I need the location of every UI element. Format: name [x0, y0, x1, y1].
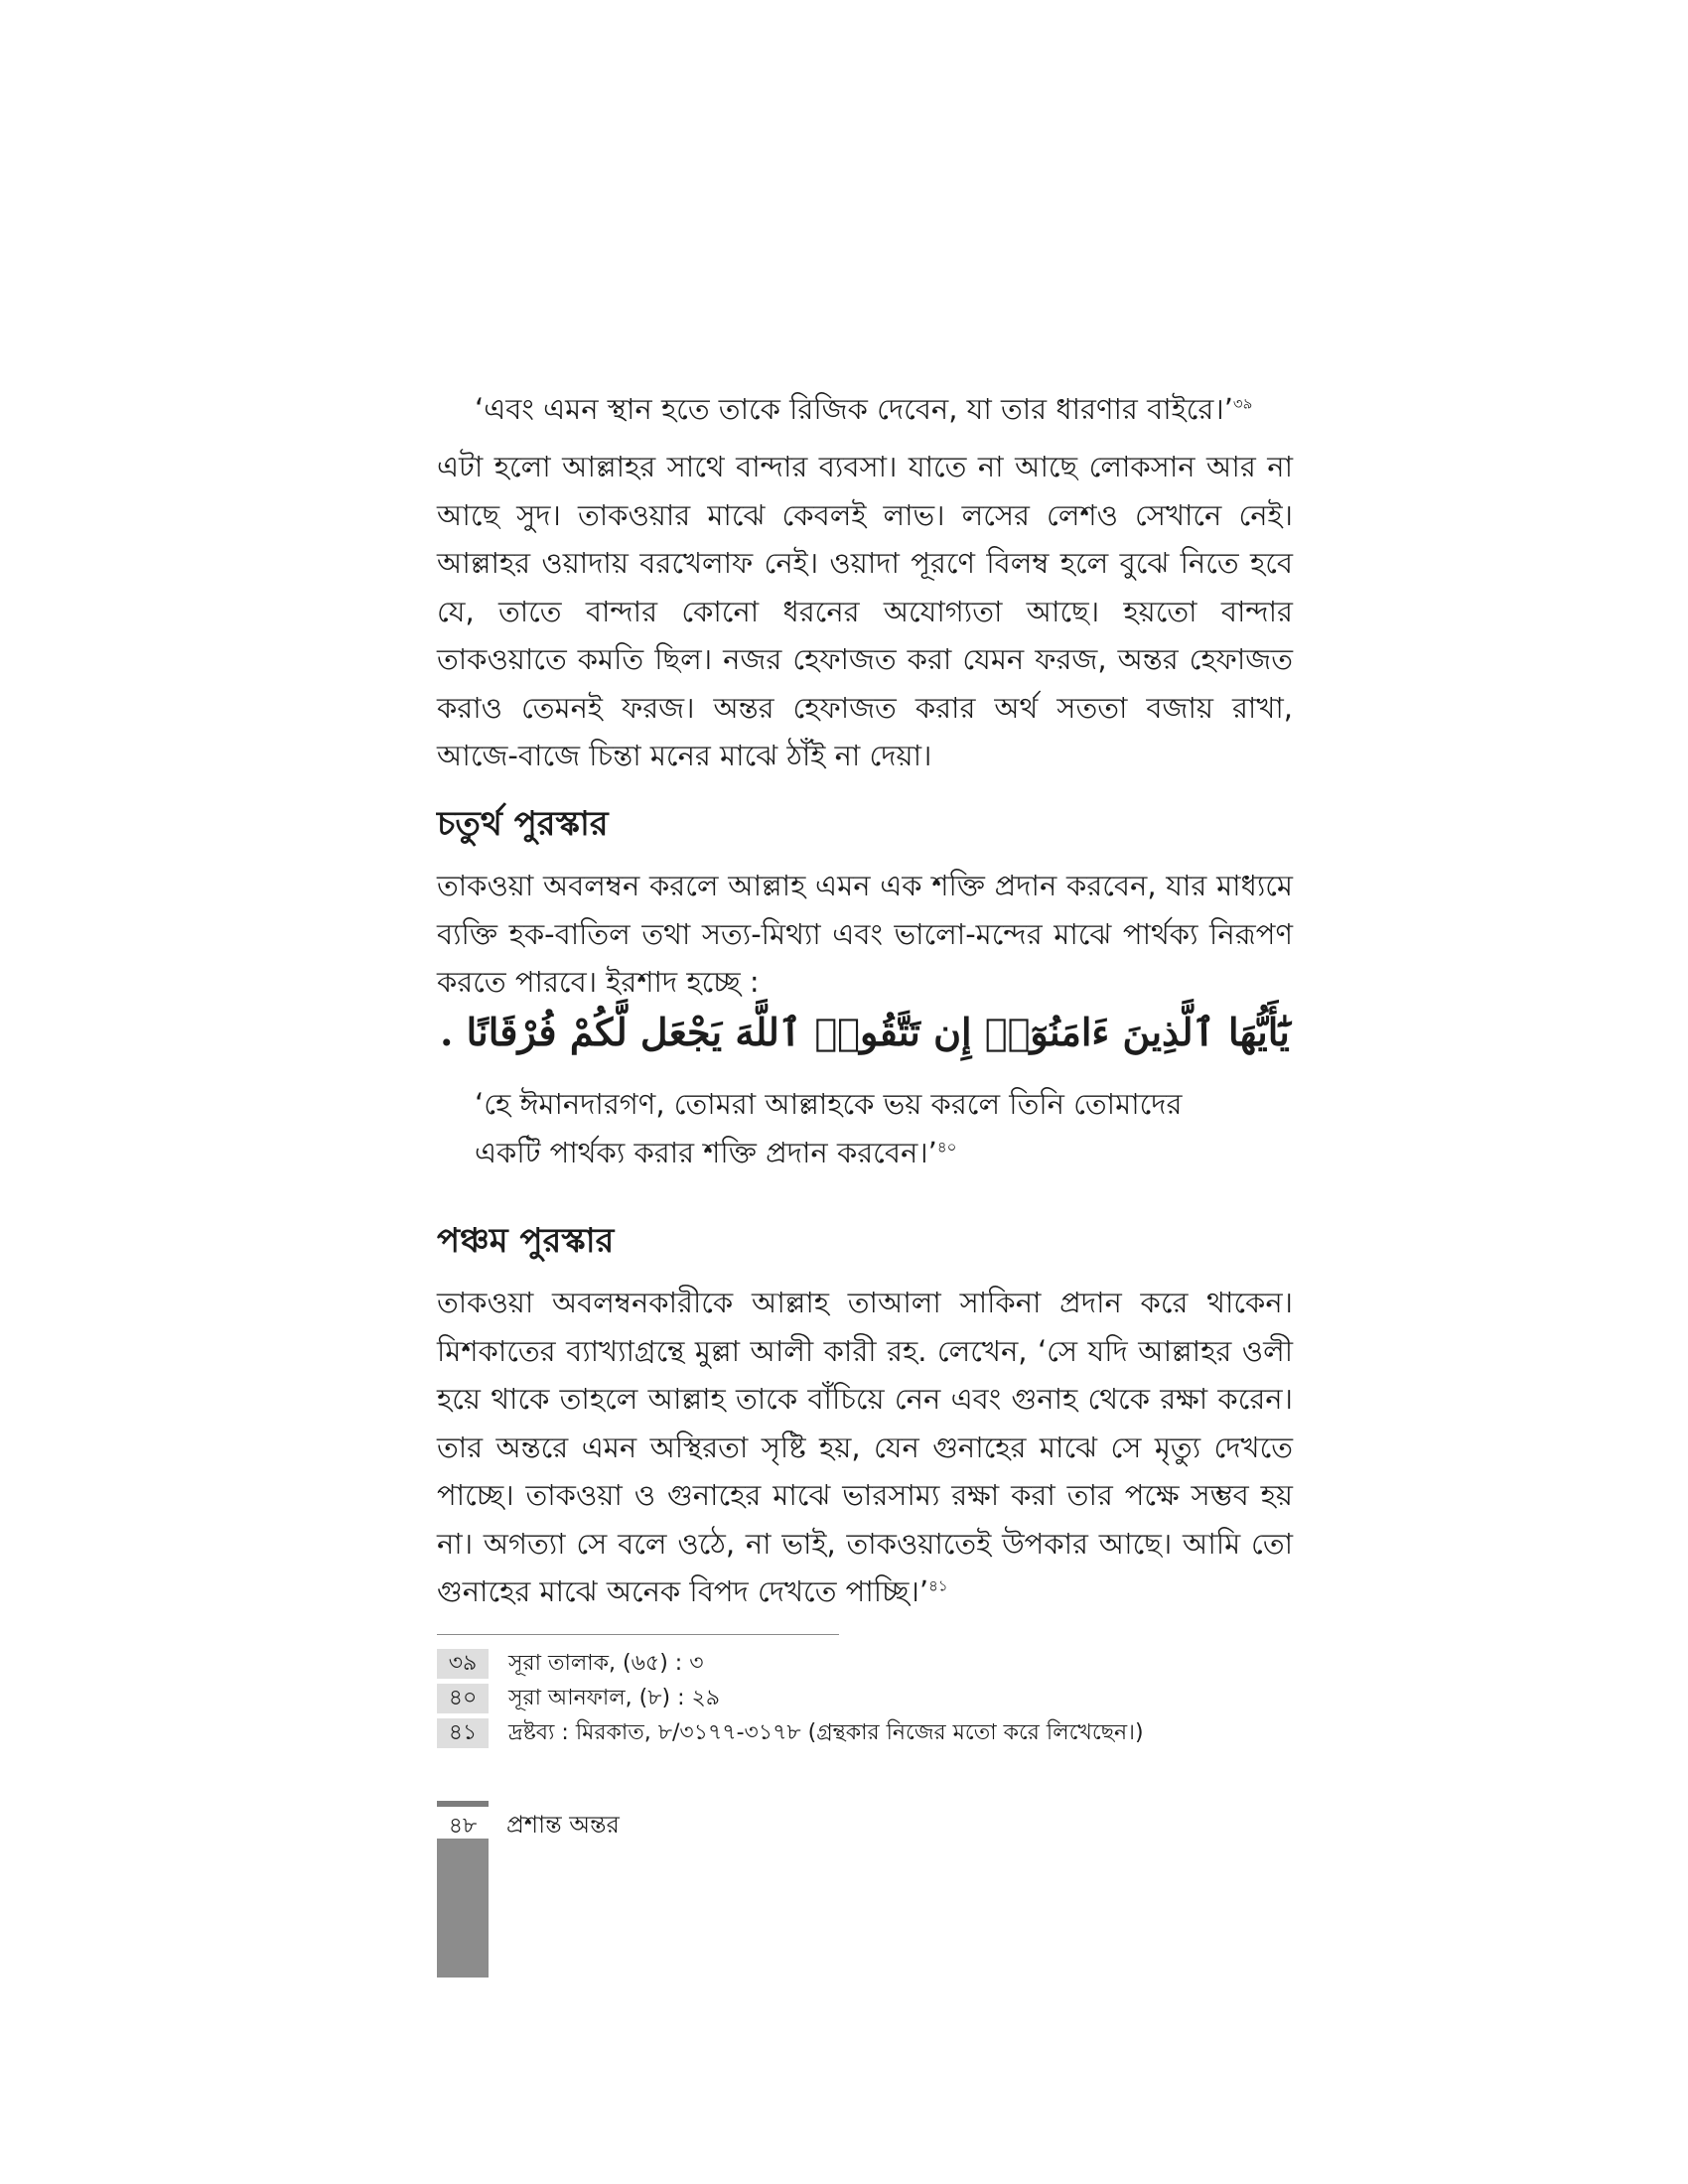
heading-fourth-reward: চতুর্থ পুরস্কার: [437, 804, 609, 844]
paragraph-3: [437, 1279, 1293, 1616]
running-title: প্রশান্ত অন্তর: [506, 1811, 620, 1839]
paragraph-3-ref: ৪১: [928, 1576, 948, 1595]
footer-accent: [437, 1801, 489, 1807]
footnote-text: সূরা তালাক, (৬৫) : ৩: [508, 1650, 704, 1676]
paragraph-1: এটা হলো আল্লাহর সাথে বান্দার ব্যবসা। যাতে না আছে লোকসান আর না আছে সুদ। তাকওয়ার মাঝে কেবলই লাভ। লসের লেশও সেখানে নেই। আল্লাহর ওয়াদায় বরখেলাফ নেই। ওয়াদা পূরণে বিলম্ব হলে বুঝে নিতে হবে যে, তাতে বান্দার কোনো ধরনের অযোগ্যতা আছে। হয়তো বান্দার তাকওয়াতে কমতি ছিল। নজর হেফাজত করা যেমন ফরজ, অন্তর হেফাজত করাও তেমনই ফরজ। অন্তর হেফাজত করার অর্থ সততা বজায় রাখা, আজে-বাজে চিন্তা মনের মাঝে ঠাঁই না দেয়া।: [437, 450, 1293, 772]
paragraph-2: তাকওয়া অবলম্বন করলে আল্লাহ এমন এক শক্তি প্রদান করবেন, যার মাধ্যমে ব্যক্তি হক-বাতিল তথা সত্য-মিথ্যা এবং ভালো-মন্দের মাঝে পার্থক্য নিরূপণ করতে পারবে। ইরশাদ হচ্ছে :: [437, 869, 1293, 999]
paragraph-3-text: তাকওয়া অবলম্বনকারীকে আল্লাহ তাআলা সাকিনা প্রদান করে থাকেন। মিশকাতের ব্যাখ্যাগ্রন্থে মুল্লা আলী কারী রহ. লেখেন, ‘সে যদি আল্লাহর ওলী হয়ে থাকে তাহলে আল্লাহ তাকে বাঁচিয়ে নেন এবং গুনাহ থেকে রক্ষা করেন। তার অন্তরে এমন অস্থিরতা সৃষ্টি হয়, যেন গুনাহের মাঝে সে মৃত্যু দেখতে পাচ্ছে। তাকওয়া ও গুনাহের মাঝে ভারসাম্য রক্ষা করা তার পক্ষে সম্ভব হয় না। অগত্যা সে বলে ওঠে, না ভাই, তাকওয়াতেই উপকার আছে। আমি তো গুনাহের মাঝে অনেক বিপদ দেখতে পাচ্ছি।’: [437, 1286, 1293, 1608]
quote-2-text: ‘হে ঈমানদারগণ, তোমরা আল্লাহকে ভয় করলে তিনি তোমাদের একটি পার্থক্য করার শক্তি প্রদান করবেন।’: [475, 1087, 1183, 1169]
footnote-number: ৪১: [437, 1718, 489, 1748]
footnote: [437, 1717, 1144, 1749]
footnote-number: ৪০: [437, 1684, 489, 1713]
quote-2-ref: ৪০: [936, 1137, 957, 1156]
footnote-text: সূরা আনফাল, (৮) : ২৯: [508, 1685, 721, 1710]
quote-2: [437, 1080, 1293, 1176]
footnote-number: ৩৯: [437, 1649, 489, 1679]
arabic-verse: يَٰٓأَيُّهَا ٱلَّذِينَ ءَامَنُوٓا۟ إِن تَتَّقُوا۟ ٱللَّهَ يَجْعَل لَّكُمْ فُرْقَانًا .: [440, 1010, 1290, 1054]
quote-1-text: ‘এবং এমন স্থান হতে তাকে রিজিক দেবেন, যা তার ধারণার বাইরে।’: [475, 392, 1233, 426]
page-number: ৪৮: [448, 1814, 478, 1839]
heading-fifth-reward: পঞ্চম পুরস্কার: [437, 1221, 615, 1261]
footnote-divider: [437, 1634, 839, 1635]
quote-1: [437, 385, 1331, 434]
footnote: [437, 1648, 704, 1680]
footnote-text: দ্রষ্টব্য : মিরকাত, ৮/৩১৭৭-৩১৭৮ (গ্রন্থকার নিজের মতো করে লিখেছেন।): [508, 1719, 1144, 1745]
footer-side-bar: [437, 1839, 489, 1978]
quote-1-ref: ৩৯: [1232, 394, 1253, 413]
footnote: [437, 1683, 720, 1714]
